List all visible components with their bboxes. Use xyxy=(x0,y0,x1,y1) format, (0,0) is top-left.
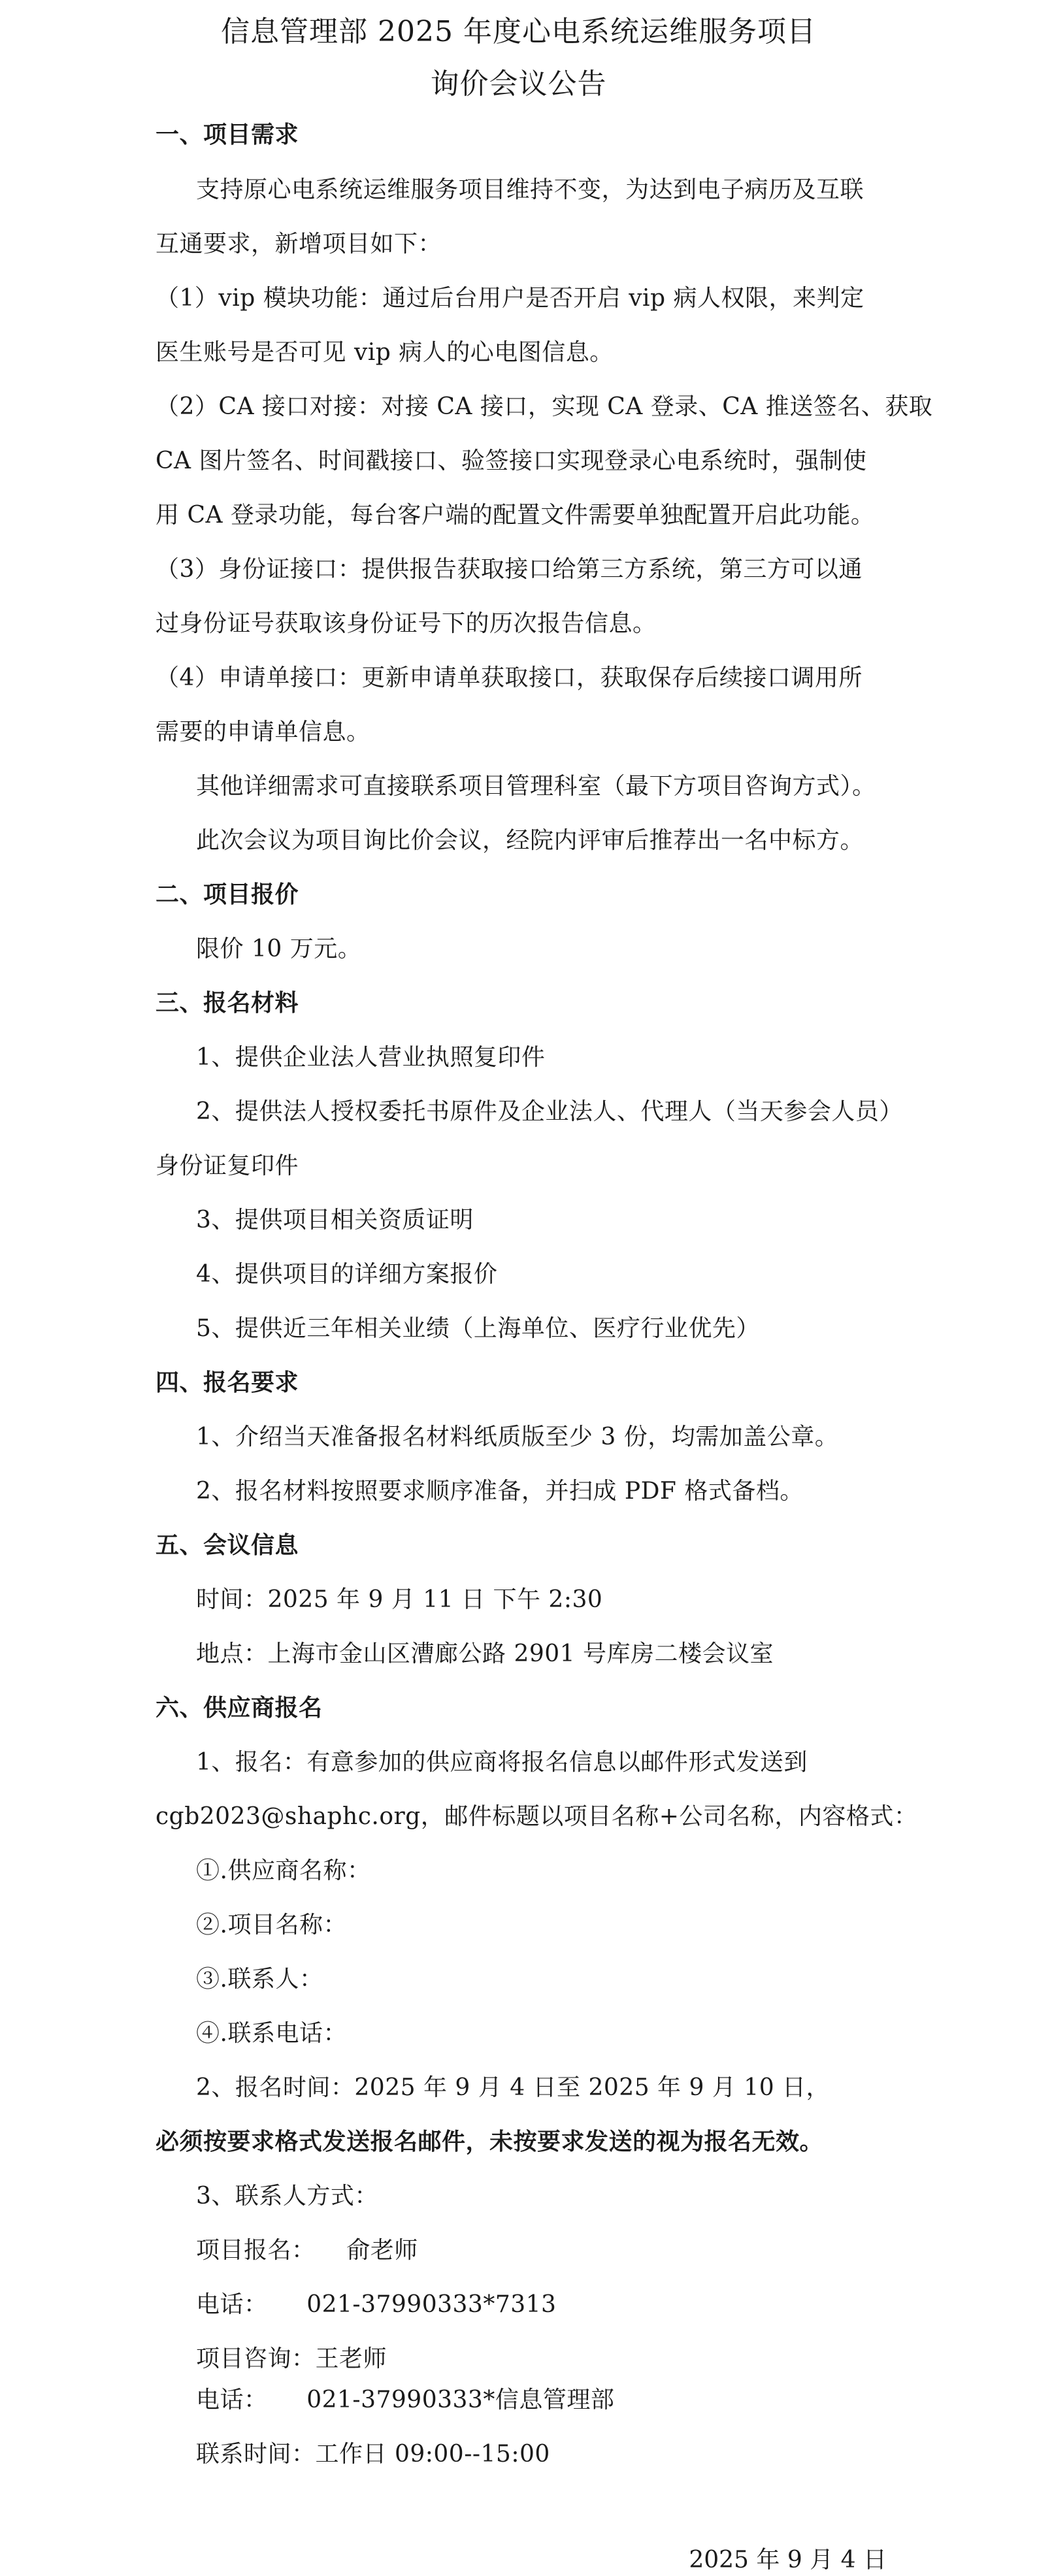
paragraph: 限价 10 万元。 xyxy=(196,936,362,962)
contact-title: 3、联系人方式： xyxy=(196,2183,378,2209)
contact-line: 电话： 021-37990333*7313 xyxy=(196,2291,557,2318)
contact-line: 电话： 021-37990333*信息管理部 xyxy=(196,2387,615,2413)
paragraph: 互通要求，新增项目如下： xyxy=(156,231,442,257)
list-item: （2）CA 接口对接：对接 CA 接口，实现 CA 登录、CA 推送签名、获取 xyxy=(156,393,933,420)
list-item: （4）申请单接口：更新申请单获取接口，获取保存后续接口调用所 xyxy=(156,664,863,691)
document-title: 信息管理部 2025 年度心电系统运维服务项目 xyxy=(221,15,816,48)
paragraph: 此次会议为项目询比价会议，经院内评审后推荐出一名中标方。 xyxy=(196,827,864,854)
list-item: （1）vip 模块功能：通过后台用户是否开启 vip 病人权限，来判定 xyxy=(156,285,864,312)
document-subtitle: 询价会议公告 xyxy=(430,67,607,101)
list-item: 需要的申请单信息。 xyxy=(156,719,370,745)
list-item: CA 图片签名、时间戳接口、验签接口实现登录心电系统时，强制使 xyxy=(156,448,867,474)
format-item: ③.联系人： xyxy=(196,1966,323,1993)
list-item: 3、提供项目相关资质证明 xyxy=(196,1207,474,1233)
section-heading-requirements-registration: 四、报名要求 xyxy=(156,1369,299,1396)
list-item: 过身份证号获取该身份证号下的历次报告信息。 xyxy=(156,610,657,637)
paragraph: 支持原心电系统运维服务项目维持不变，为达到电子病历及互联 xyxy=(196,176,864,203)
registration-time: 2、报名时间：2025 年 9 月 4 日至 2025 年 9 月 10 日， xyxy=(196,2074,831,2101)
contact-line: 项目报名： 俞老师 xyxy=(196,2237,418,2264)
format-item: ①.供应商名称： xyxy=(196,1857,371,1884)
contact-line: 项目咨询：王老师 xyxy=(196,2345,387,2372)
paragraph: cgb2023@shaphc.org，邮件标题以项目名称+公司名称，内容格式： xyxy=(156,1803,918,1830)
section-heading-materials: 三、报名材料 xyxy=(156,989,299,1017)
list-item: （3）身份证接口：提供报告获取接口给第三方系统，第三方可以通 xyxy=(156,556,863,583)
list-item: 5、提供近三年相关业绩（上海单位、医疗行业优先） xyxy=(196,1315,760,1342)
list-item: 医生账号是否可见 vip 病人的心电图信息。 xyxy=(156,339,614,366)
list-item: 身份证复印件 xyxy=(156,1152,299,1179)
section-heading-supplier: 六、供应商报名 xyxy=(156,1694,323,1721)
meeting-time: 时间：2025 年 9 月 11 日 下午 2:30 xyxy=(196,1586,603,1613)
list-item: 1、介绍当天准备报名材料纸质版至少 3 份，均需加盖公章。 xyxy=(196,1424,839,1450)
section-heading-requirements: 一、项目需求 xyxy=(156,121,299,148)
list-item: 1、提供企业法人营业执照复印件 xyxy=(196,1044,546,1071)
document-date: 2025 年 9 月 4 日 xyxy=(689,2547,887,2573)
section-heading-price: 二、项目报价 xyxy=(156,881,299,908)
list-item: 用 CA 登录功能，每台客户端的配置文件需要单独配置开启此功能。 xyxy=(156,502,875,529)
format-item: ④.联系电话： xyxy=(196,2020,347,2047)
paragraph: 1、报名：有意参加的供应商将报名信息以邮件形式发送到 xyxy=(196,1749,808,1776)
warning-text: 必须按要求格式发送报名邮件，未按要求发送的视为报名无效。 xyxy=(156,2128,824,2155)
list-item: 2、报名材料按照要求顺序准备，并扫成 PDF 格式备档。 xyxy=(196,1478,804,1505)
contact-line: 联系时间：工作日 09:00--15:00 xyxy=(196,2441,550,2468)
list-item: 2、提供法人授权委托书原件及企业法人、代理人（当天参会人员） xyxy=(196,1098,903,1125)
paragraph: 其他详细需求可直接联系项目管理科室（最下方项目咨询方式）。 xyxy=(196,773,876,800)
list-item: 4、提供项目的详细方案报价 xyxy=(196,1261,498,1288)
meeting-place: 地点：上海市金山区漕廊公路 2901 号库房二楼会议室 xyxy=(196,1640,774,1667)
section-heading-meeting: 五、会议信息 xyxy=(156,1531,299,1559)
format-item: ②.项目名称： xyxy=(196,1912,347,1938)
